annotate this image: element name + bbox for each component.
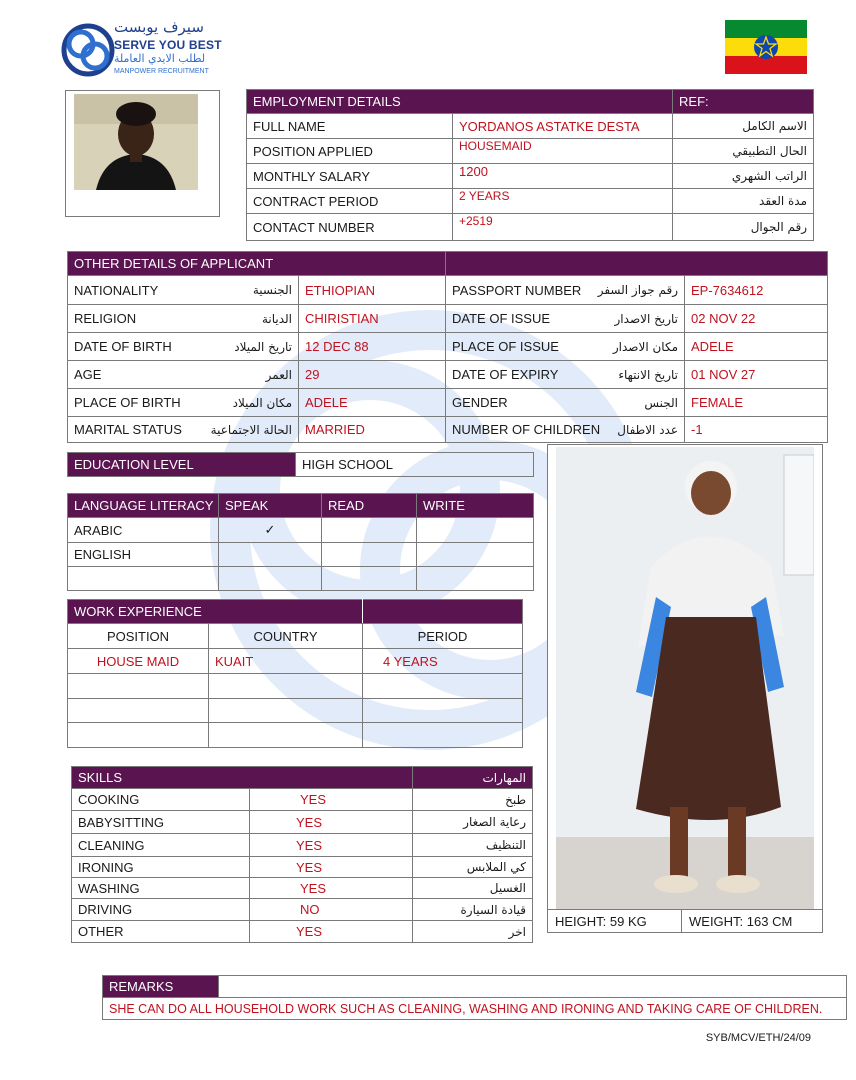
nationality-label-cell <box>68 276 299 305</box>
work-period: 4 YEARS <box>363 649 523 674</box>
gender-label-cell <box>446 389 685 417</box>
contract-period-arabic-label: مدة العقد <box>673 189 814 214</box>
company-logo <box>60 18 230 82</box>
marital-status-value: MARRIED <box>299 417 446 443</box>
education-level-table <box>67 452 534 477</box>
english-write <box>417 543 534 567</box>
place-of-issue-label: PLACE OF ISSUE <box>452 339 559 354</box>
contact-number-label: CONTACT NUMBER <box>247 214 453 241</box>
skill-babysitting-value: YES <box>250 811 413 834</box>
age-arabic-label: العمر <box>265 367 292 382</box>
empty-read <box>322 567 417 591</box>
full-name-value: YORDANOS ASTATKE DESTA <box>453 114 673 139</box>
work-position-empty-1 <box>68 674 209 699</box>
position-column-header: POSITION <box>68 624 209 649</box>
speak-header: SPEAK <box>219 494 322 518</box>
date-of-birth-label: DATE OF BIRTH <box>74 339 172 354</box>
ref-label: REF: <box>673 90 814 114</box>
monthly-salary-label: MONTHLY SALARY <box>247 164 453 189</box>
full-name-label: FULL NAME <box>247 114 453 139</box>
work-country: KUAIT <box>209 649 363 674</box>
logo-arabic-name: سيرف يوبست <box>114 18 204 36</box>
religion-label-cell <box>68 305 299 333</box>
remarks-table <box>102 975 847 1020</box>
gender-arabic-label: الجنس <box>644 395 679 410</box>
passport-number-arabic-label: رقم جواز السفر <box>597 283 679 297</box>
date-of-birth-arabic-label: تاريخ الميلاد <box>234 339 292 354</box>
contact-number-value: +2519 <box>453 214 673 241</box>
contract-period-label: CONTRACT PERIOD <box>247 189 453 214</box>
gender-value: FEMALE <box>685 389 828 417</box>
marital-status-label: MARITAL STATUS <box>74 422 182 437</box>
date-of-birth-label-cell <box>68 333 299 361</box>
skill-driving-arabic: قيادة السيارة <box>413 899 533 921</box>
work-country-empty-2 <box>209 699 363 723</box>
work-country-empty-1 <box>209 674 363 699</box>
skill-other-arabic: اخر <box>413 921 533 943</box>
religion-arabic-label: الديانة <box>261 311 292 326</box>
place-of-birth-label: PLACE OF BIRTH <box>74 395 181 410</box>
place-of-issue-arabic-label: مكان الاصدار <box>612 339 679 354</box>
marital-status-arabic-label: الحالة الاجتماعية <box>210 422 292 437</box>
work-period-empty-1 <box>363 674 523 699</box>
flag-star-emblem-icon <box>753 34 779 60</box>
skill-washing-arabic: الغسيل <box>413 878 533 899</box>
skill-cleaning: CLEANING <box>72 834 250 857</box>
nationality-label: NATIONALITY <box>74 282 159 298</box>
skill-other-value: YES <box>250 921 413 943</box>
arabic-write <box>417 518 534 543</box>
position-applied-arabic-label: الحال التطبيقي <box>673 139 814 164</box>
skill-cooking-value: YES <box>250 789 413 811</box>
arabic-speak-check: ✓ <box>219 518 322 543</box>
remarks-label: REMARKS <box>103 976 219 998</box>
education-level-label: EDUCATION LEVEL <box>68 453 296 477</box>
date-of-issue-arabic-label: تاريخ الاصدار <box>614 311 679 326</box>
contract-period-value: 2 YEARS <box>453 189 673 214</box>
date-of-expiry-label: DATE OF EXPIRY <box>452 367 559 382</box>
work-experience-header-filler <box>363 600 523 624</box>
monthly-salary-arabic-label: الراتب الشهري <box>673 164 814 189</box>
place-of-issue-label-cell <box>446 333 685 361</box>
skill-washing-value: YES <box>250 878 413 899</box>
empty-speak <box>219 567 322 591</box>
skill-cleaning-arabic: التنظيف <box>413 834 533 857</box>
remarks-header-filler <box>219 976 847 998</box>
work-position: HOUSE MAID <box>68 649 209 674</box>
skill-cooking-arabic: طبخ <box>413 789 533 811</box>
logo-icon <box>60 20 116 80</box>
language-english: ENGLISH <box>68 543 219 567</box>
number-of-children-arabic-label: عدد الاطفال <box>617 422 679 437</box>
other-details-table <box>67 251 828 443</box>
skill-cleaning-value: YES <box>250 834 413 857</box>
weight-value: WEIGHT: 163 CM <box>689 914 793 929</box>
other-details-header-filler <box>446 252 828 276</box>
full-body-photo <box>556 447 814 909</box>
skill-driving-value: NO <box>250 899 413 921</box>
passport-number-label: PASSPORT NUMBER <box>452 282 582 298</box>
english-read <box>322 543 417 567</box>
skills-table <box>71 766 533 943</box>
passport-number-label-cell <box>446 276 685 305</box>
language-literacy-header: LANGUAGE LITERACY <box>68 494 219 518</box>
date-of-expiry-arabic-label: تاريخ الانتهاء <box>618 367 679 382</box>
date-of-issue-value: 02 NOV 22 <box>685 305 828 333</box>
work-period-empty-2 <box>363 699 523 723</box>
religion-label: RELIGION <box>74 311 137 326</box>
passport-number-value: EP-7634612 <box>685 276 828 305</box>
period-column-header: PERIOD <box>363 624 523 649</box>
remarks-text: SHE CAN DO ALL HOUSEHOLD WORK SUCH AS CLEANING, WASHING AND IRONING AND TAKING CARE OF CHILDREN. <box>103 998 847 1020</box>
place-of-birth-label-cell <box>68 389 299 417</box>
logo-tagline: MANPOWER RECRUITMENT <box>114 68 209 75</box>
country-column-header: COUNTRY <box>209 624 363 649</box>
position-applied-value: HOUSEMAID <box>453 139 673 164</box>
contact-number-arabic-label: رقم الجوال <box>673 214 814 241</box>
work-experience-header: WORK EXPERIENCE <box>68 600 363 624</box>
full-body-photo-frame <box>547 444 823 933</box>
date-of-expiry-value: 01 NOV 27 <box>685 361 828 389</box>
logo-arabic-tagline: لطلب الايدي العاملة <box>114 52 206 65</box>
work-experience-table <box>67 599 523 748</box>
document-code: SYB/MCV/ETH/24/09 <box>705 1032 811 1044</box>
skill-driving: DRIVING <box>72 899 250 921</box>
headshot-photo-frame <box>65 90 220 217</box>
number-of-children-label: NUMBER OF CHILDREN <box>452 422 601 437</box>
skills-header-label: SKILLS <box>78 770 123 785</box>
read-header: READ <box>322 494 417 518</box>
measurements-row <box>548 909 823 933</box>
empty-write <box>417 567 534 591</box>
skill-other: OTHER <box>72 921 250 943</box>
skills-header <box>72 767 413 789</box>
skill-cooking: COOKING <box>72 789 250 811</box>
nationality-value: ETHIOPIAN <box>299 276 446 305</box>
religion-value: CHIRISTIAN <box>299 305 446 333</box>
monthly-salary-value: 1200 <box>453 164 673 189</box>
work-country-empty-3 <box>209 723 363 748</box>
place-of-birth-value: ADELE <box>299 389 446 417</box>
place-of-issue-value: ADELE <box>685 333 828 361</box>
skill-babysitting-arabic: رعاية الصغار <box>413 811 533 834</box>
work-period-empty-3 <box>363 723 523 748</box>
position-applied-label: POSITION APPLIED <box>247 139 453 164</box>
other-details-header: OTHER DETAILS OF APPLICANT <box>68 252 446 276</box>
full-name-arabic-label: الاسم الكامل <box>673 114 814 139</box>
employment-details-table <box>246 89 814 241</box>
education-level-value: HIGH SCHOOL <box>296 453 534 477</box>
arabic-read <box>322 518 417 543</box>
language-empty <box>68 567 219 591</box>
height-value: HEIGHT: 59 KG <box>548 910 682 933</box>
number-of-children-label-cell <box>446 417 685 443</box>
gender-label: GENDER <box>452 395 508 410</box>
headshot-photo <box>74 94 198 190</box>
age-label: AGE <box>74 367 102 382</box>
number-of-children-value: -1 <box>685 417 828 443</box>
date-of-issue-label: DATE OF ISSUE <box>452 311 551 326</box>
date-of-issue-label-cell <box>446 305 685 333</box>
date-of-expiry-label-cell <box>446 361 685 389</box>
nationality-arabic-label: الجنسية <box>252 283 292 297</box>
skill-babysitting: BABYSITTING <box>72 811 250 834</box>
marital-status-label-cell <box>68 417 299 443</box>
skill-ironing-value: YES <box>250 857 413 878</box>
place-of-birth-arabic-label: مكان الميلاد <box>232 395 292 410</box>
write-header: WRITE <box>417 494 534 518</box>
logo-english-name: SERVE YOU BEST <box>114 38 222 52</box>
skill-washing: WASHING <box>72 878 250 899</box>
work-position-empty-3 <box>68 723 209 748</box>
ethiopia-flag <box>725 20 807 74</box>
language-literacy-table <box>67 493 534 591</box>
age-value: 29 <box>299 361 446 389</box>
english-speak <box>219 543 322 567</box>
skill-ironing-arabic: كي الملابس <box>413 857 533 878</box>
language-arabic: ARABIC <box>68 518 219 543</box>
skills-header-arabic: المهارات <box>413 767 533 789</box>
employment-details-header: EMPLOYMENT DETAILS <box>247 90 673 114</box>
skill-ironing: IRONING <box>72 857 250 878</box>
date-of-birth-value: 12 DEC 88 <box>299 333 446 361</box>
work-position-empty-2 <box>68 699 209 723</box>
age-label-cell <box>68 361 299 389</box>
